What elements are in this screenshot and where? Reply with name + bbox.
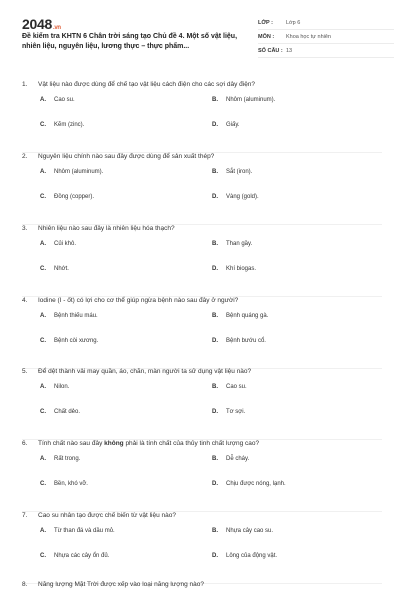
question-text-emphasis: không xyxy=(104,440,124,447)
exam-title: Đề kiểm tra KHTN 6 Chân trời sáng tạo Chủ đề 4. Một số vật liệu, nhiên liệu, nguyên liệu, lương thực – thực phẩm... xyxy=(22,33,238,50)
meta-value: Khoa học tự nhiên xyxy=(286,33,331,40)
option-text: Đồng (copper). xyxy=(54,194,95,200)
option-c[interactable] xyxy=(40,552,109,560)
option-c[interactable] xyxy=(40,337,98,345)
option-d[interactable] xyxy=(212,480,286,488)
meta-row-class xyxy=(258,16,394,30)
option-d[interactable] xyxy=(212,337,266,345)
option-c[interactable] xyxy=(40,480,88,488)
option-letter: B. xyxy=(212,456,218,462)
question-number: 5. xyxy=(22,368,28,375)
option-letter: D. xyxy=(212,409,218,415)
option-b[interactable] xyxy=(212,312,268,320)
meta-key: MÔN : xyxy=(258,33,275,40)
option-letter: B. xyxy=(212,528,218,534)
option-letter: C. xyxy=(40,266,46,272)
option-text: Giấy. xyxy=(226,122,240,128)
option-text: Từ than đá và dầu mỏ. xyxy=(54,528,115,534)
option-text: Nilon. xyxy=(54,384,70,390)
meta-row-count xyxy=(258,44,394,58)
meta-key: SỐ CÂU : xyxy=(258,47,283,54)
option-b[interactable] xyxy=(212,240,252,248)
option-d[interactable] xyxy=(212,408,245,416)
option-d[interactable] xyxy=(212,193,259,201)
question-5 xyxy=(22,367,382,433)
option-text: Tơ sợi. xyxy=(226,409,246,415)
question-text: Iodine (I - ốt) có lợi cho cơ thể giúp ngừa bệnh nào sau đây ở người? xyxy=(38,297,239,304)
option-text: Củi khô. xyxy=(54,241,77,247)
question-1 xyxy=(22,80,382,146)
question-number: 6. xyxy=(22,440,28,447)
question-text: Cao su nhân tạo được chế biến từ vật liệu nào? xyxy=(38,512,176,519)
option-d[interactable] xyxy=(212,265,256,273)
answer-options xyxy=(22,527,382,577)
option-text: Nhớt. xyxy=(54,266,69,272)
answer-options xyxy=(22,240,382,290)
option-text: Nhựa cây cao su. xyxy=(226,528,274,534)
option-b[interactable] xyxy=(212,455,249,463)
answer-options xyxy=(22,455,382,505)
answer-options xyxy=(22,168,382,218)
option-a[interactable] xyxy=(40,96,75,104)
option-text: Chất dẻo. xyxy=(54,409,81,415)
option-text: Chịu được nóng, lạnh. xyxy=(226,481,286,487)
question-text: Năng lượng Mặt Trời được xếp vào loại năng lượng nào? xyxy=(38,581,204,588)
option-text: Cao su. xyxy=(226,384,247,390)
option-c[interactable] xyxy=(40,193,94,201)
question-text: Nguyên liệu chính nào sau đây được dùng để sản xuất thép? xyxy=(38,153,215,160)
question-text-part: phải là tính chất của thủy tinh chất lượng cao? xyxy=(123,440,260,447)
option-letter: C. xyxy=(40,338,46,344)
option-c[interactable] xyxy=(40,408,80,416)
site-logo[interactable] xyxy=(22,16,61,32)
answer-options xyxy=(22,96,382,146)
logo-tld: .vn xyxy=(52,25,61,31)
option-text: Nhựa các cây ổn đủ. xyxy=(54,553,110,559)
option-b[interactable] xyxy=(212,527,273,535)
option-c[interactable] xyxy=(40,265,69,273)
option-letter: A. xyxy=(40,313,46,319)
exam-meta xyxy=(258,16,394,58)
option-text: Rất trong. xyxy=(54,456,81,462)
question-8 xyxy=(22,580,382,589)
meta-row-subject xyxy=(258,30,394,44)
option-a[interactable] xyxy=(40,240,76,248)
option-d[interactable] xyxy=(212,121,240,129)
question-number: 3. xyxy=(22,225,28,232)
question-2 xyxy=(22,152,382,218)
option-text: Sắt (iron). xyxy=(226,169,253,175)
option-letter: D. xyxy=(212,481,218,487)
option-letter: D. xyxy=(212,194,218,200)
option-text: Khí biogas. xyxy=(226,266,257,272)
option-letter: B. xyxy=(212,384,218,390)
option-a[interactable] xyxy=(40,527,115,535)
option-letter: C. xyxy=(40,553,46,559)
question-number: 2. xyxy=(22,153,28,160)
option-text: Bệnh quáng gà. xyxy=(226,313,269,319)
option-a[interactable] xyxy=(40,312,98,320)
option-d[interactable] xyxy=(212,552,277,560)
question-number: 4. xyxy=(22,297,28,304)
option-letter: C. xyxy=(40,481,46,487)
question-text xyxy=(38,439,259,448)
option-letter: A. xyxy=(40,456,46,462)
question-text: Để dệt thành vải may quần, áo, chăn, màn người ta sử dụng vật liệu nào? xyxy=(38,368,252,375)
question-number: 1. xyxy=(22,81,28,88)
option-text: Vàng (gold). xyxy=(226,194,259,200)
option-b[interactable] xyxy=(212,96,275,104)
question-6 xyxy=(22,439,382,505)
question-4 xyxy=(22,296,382,362)
option-letter: B. xyxy=(212,313,218,319)
question-text: Vật liệu nào được dùng để chế tạo vật liệu cách điện cho các sợi dây điện? xyxy=(38,81,256,88)
option-letter: D. xyxy=(212,338,218,344)
meta-key: LỚP : xyxy=(258,19,273,26)
question-text: Nhiên liệu nào sau đây là nhiên liệu hóa thạch? xyxy=(38,225,175,232)
question-text-part: Tính chất nào sau đây xyxy=(38,440,105,447)
option-letter: D. xyxy=(212,122,218,128)
option-letter: B. xyxy=(212,97,218,103)
option-letter: A. xyxy=(40,97,46,103)
option-a[interactable] xyxy=(40,383,69,391)
option-text: Bền, khó vỡ. xyxy=(54,481,88,487)
option-b[interactable] xyxy=(212,168,252,176)
meta-value: Lớp 6 xyxy=(286,19,301,26)
option-text: Nhôm (aluminum). xyxy=(226,97,276,103)
option-letter: C. xyxy=(40,122,46,128)
meta-value: 13 xyxy=(286,47,293,54)
option-text: Than gầy. xyxy=(226,241,253,247)
option-letter: D. xyxy=(212,553,218,559)
question-7 xyxy=(22,511,382,577)
logo-text: 2048 xyxy=(22,16,52,32)
option-letter: A. xyxy=(40,528,46,534)
question-number: 8. xyxy=(22,581,28,588)
option-c[interactable] xyxy=(40,121,84,129)
option-letter: B. xyxy=(212,169,218,175)
option-text: Lông của động vật. xyxy=(226,553,278,559)
option-letter: A. xyxy=(40,241,46,247)
option-text: Bệnh còi xương. xyxy=(54,338,99,344)
option-b[interactable] xyxy=(212,383,247,391)
header xyxy=(22,16,382,60)
answer-options xyxy=(22,383,382,433)
option-text: Bệnh bướu cổ. xyxy=(226,338,266,344)
option-text: Cao su. xyxy=(54,97,75,103)
option-letter: A. xyxy=(40,384,46,390)
option-letter: C. xyxy=(40,409,46,415)
option-letter: A. xyxy=(40,169,46,175)
option-letter: B. xyxy=(212,241,218,247)
question-3 xyxy=(22,224,382,290)
option-letter: D. xyxy=(212,266,218,272)
option-a[interactable] xyxy=(40,168,103,176)
question-number: 7. xyxy=(22,512,28,519)
option-a[interactable] xyxy=(40,455,80,463)
option-text: Nhôm (aluminum). xyxy=(54,169,104,175)
option-text: Dễ cháy. xyxy=(226,456,250,462)
option-text: Kẽm (zinc). xyxy=(54,122,85,128)
option-letter: C. xyxy=(40,194,46,200)
option-text: Bệnh thiếu máu. xyxy=(54,313,98,319)
answer-options xyxy=(22,312,382,362)
